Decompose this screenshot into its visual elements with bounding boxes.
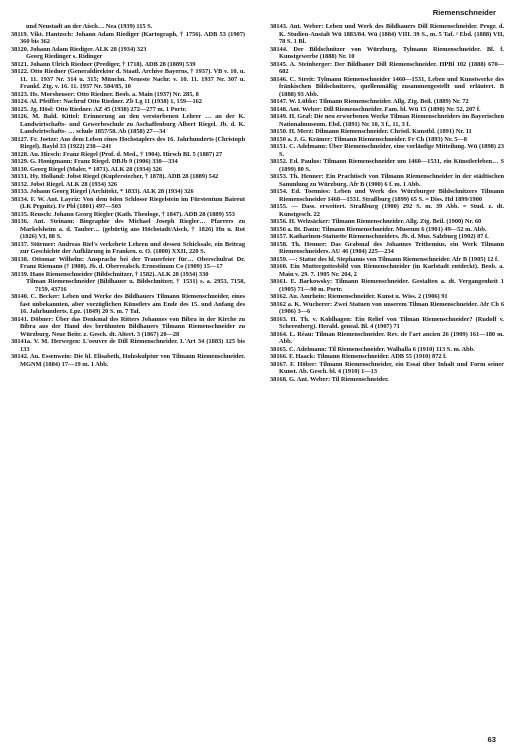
bibliography-entry: und Neustadt an der Aisch… Nea (1939) 115 S. bbox=[26, 23, 153, 30]
bibliography-entry: 38146. C. Streit: Tylmann Riemenschneider 1460—1531, Leben und Kunstwerke des fränkischen Bildschnitzers, quellenmäßig zusammengestellt und erläutert. B (1888) 93 Abb. bbox=[270, 75, 504, 98]
bibliography-entry: 38120. Johann Adam Riediger. ALK 28 (1934) 323 bbox=[11, 45, 147, 53]
bibliography-entry: 38167. F. Höber: Tilmann Riemenschneider, ein Essai über Inhalt und Form seiner Kunst. Ab. Gesch. bl. 4 (1910) 1—13 bbox=[270, 360, 504, 375]
bibliography-entry: 38140. C. Becker: Leben und Werke des Bildhauers Tilmann Riemenschneider, eines fast unbekannten, aber vorzüglichen Künstlers am Ende des 15. und Anfang des 16. Jahrhunderts. Lpz. (1849) 20 S. m. 7 Taf. bbox=[11, 293, 245, 315]
bibliography-entry: 38154. Ed. Toennies: Leben und Werk des Würzburger Bildschnitzers Tilmann Riemenschneider 1468—1531. Straßburg (1899) 65 S. = Diss. Hd 1899/1900 bbox=[270, 188, 504, 203]
left-column bbox=[11, 23, 245, 723]
bibliography-entry: 38156. H. Welzsäcker: Tilmann Riemenschneider. Allg. Ztg. Beil. (1900) Nr. 60 bbox=[270, 218, 482, 225]
bibliography-entry: 38150. H. Merz: Dilmann Riemenschneider. Christl. Kunstbl. (1891) Nr. 11 bbox=[270, 128, 472, 135]
bibliography-entry: 38133. Johann Georg Riegel (Architekt, * 1833). ALK 28 (1934) 326 bbox=[11, 188, 194, 195]
bibliography-entry: 38155. — Dass. erweitert. Straßburg (1900) 292 S. m. 39 Abb. = Stud. z. dt. Kunstgesch. 22 bbox=[270, 203, 504, 218]
bibliography-entry: 38152. Ed. Paulus: Tilmann Riemenschneider um 1460—1531, ein Künstlerleben… S (1899) 80 S. bbox=[270, 158, 504, 173]
bibliography-entry: Georg Riedinger s. Ridinger bbox=[26, 53, 103, 60]
bibliography-entry: 38162. Au. Amrhein: Riemenschneider. Kunst u. Wiss. 2 (1906) 91 bbox=[270, 293, 448, 300]
bibliography-entry: 38151. C. Adelmann: Über Riemenschneider, eine vorläufige Mitteilung. Wü (1898) 23 S. bbox=[270, 143, 504, 158]
bibliography-entry: 38121. Johann Ulrich Riedner (Prediger, † 1718). ADB 28 (1889) 539 bbox=[11, 60, 196, 68]
page-number: 63 bbox=[487, 734, 496, 744]
bibliography-entry: 38149. H. Graf: Die neu erworbenen Werke Tilman Riemenschneiders im Bayerischen Nationalmuseum. Ebd. (1891) Nr. 10, 3 f., 11, 3 f. bbox=[270, 113, 504, 128]
bibliography-entry: 38144. Der Bildschnitzer von Würzburg, Tylmann Riemenschneider. Bl. f. Kunstgewerbe (1888) Nr. 10 bbox=[270, 45, 504, 60]
bibliography-entry: 38166. F. Haack: Tilmann Riemenschneider. ADB 55 (1910) 872 f. bbox=[270, 353, 447, 360]
bibliography-entry: 38142. Au. Essenwein: Die hl. Elisabeth, Holzskulptur von Tilmann Riemenschneider. MGNM (1884) 17—19 m. 1 Abb. bbox=[11, 353, 245, 368]
bibliography-entry: 38158. Th. Henner: Das Grabmal des Johannes Trithemius, ein Werk Tilmann Riemenschneiders. AU 46 (1904) 225—234 bbox=[270, 240, 504, 255]
running-head: Riemenschneider bbox=[432, 8, 496, 17]
bibliography-entry: 38127. Fr. Joetze: Aus dem Leben eines Hochstaplers des 16. Jahrhunderts (Christoph Riegel). Bayld 33 (1922) 238—241 bbox=[11, 135, 245, 150]
bibliography-entry: 38150 a. J. G. Krämer: Tilmann Riemenschneider. Fr Ch (1893) Nr. 5—8 bbox=[270, 135, 467, 143]
bibliography-entry: 38136. Ant. Steinam: Biographie des Michael Joseph Riegler… Pfarrers zu Markelsheim a. d. Tauber… (gebürtig aus Höchstadt/Aisch, † 1826) Hn u. Rot (1826) VI, 88 S. bbox=[11, 218, 245, 240]
bibliography-entry: 38153. Th. Henner: Ein Prachtisch von Tilmann Riemenschneider in der städtischen Sammlung zu Würzburg. Afr B (1900) 6 f. m. 1 Abb. bbox=[270, 173, 504, 188]
bibliography-entry: 38135. Reusch: Johann Georg Riegler (Kath. Theologe, † 1847). ADB 28 (1889) 553 bbox=[11, 210, 235, 218]
bibliography-entry: 38125. Jg. Hösl: Otto Riedner. AZ 45 (1938) 272—277 m. 1 Portr. bbox=[11, 105, 187, 113]
bibliography-entry: 38122. Otto Riedner (Generaldirektor d. Staatl. Archive Bayerns, † 1937). VB v. 10. u. 11. 11. 1937 Nr. 314 u. 315; Münchn. Neueste Nachr. v. 10. 11. 1937 Nr. 307 u. Frankf. Ztg. v. 16. 11. 1937 Nr. 584/85, 10 bbox=[11, 68, 245, 90]
bibliography-entry: 38128. Au. Hirsch: Franz Riegel (Prof. d. Med., † 1904). Hirsch BL 5 (1887) 27 bbox=[11, 150, 223, 158]
bibliography-entry: 38145. A. Steinberger: Der Bildhauer Dill Riemenschneider. HPBl 102 (1888) 670—682 bbox=[270, 60, 504, 75]
bibliography-entry: 38124. Al. Pfeiffer: Nachruf Otto Riedner. Zb Lg 11 (1938) 1, 159—162 bbox=[11, 98, 202, 105]
bibliography-entry: 38147. W. Lübke: Tilmann Riemenschneider. Allg. Ztg. Beil. (1889) Nr. 72 bbox=[270, 98, 469, 105]
right-column bbox=[270, 23, 504, 723]
bibliography-entry: 38129. G. Honigmann: Franz Riegel. DBJb 9 (1906) 330—334 bbox=[11, 158, 178, 165]
bibliography-entry: 38163. H. Th. v. Kohlhagen: Ein Relief von Tilman Riemenschneider? (Rudolf v. Scherenberg). Herald. geneal. Bl. 4 (1907) 71 bbox=[270, 315, 504, 330]
bibliography-entry: 38156 a. Bt. Daun: Tilmann Riemenschneider. Museum 6 (1901) 49—52 m. Abb. bbox=[270, 225, 487, 233]
bibliography-entry: 38168. G. Ant. Weber: Til Riemenschneider. bbox=[270, 375, 389, 383]
bibliography-entry: 38148. Ant. Weber: Dill Riemenschneider. Fam. bl. Wü 15 (1890) Nr. 52, 207 f. bbox=[270, 105, 481, 113]
bibliography-entry: Tilman Riemenschneider (Bildhauer u. Bildschnitzer, † 1531) s. a. 2953, 7158, 7159, 43716 bbox=[26, 278, 245, 293]
bibliography-entry: 38132. Jobst Riegel. ALK 28 (1934) 326 bbox=[11, 180, 118, 188]
bibliography-entry: 38126. M. Bald. Kittel: Erinnerung an den verstorbenen Lehrer … an der K. Landwirtschafts- und Gewerbeschule zu Aschaffenburg Albert Riegel. Jb. d. K. Landwirtschafts- … schule 1857/58. Ab (1858) 27—34 bbox=[11, 113, 245, 135]
bibliography-entry: 38157. Katharinen-Statuette Riemenschneiders. Jb. d. Mus. Salzburg (1902) 87 f. bbox=[270, 233, 489, 240]
bibliography-entry: 38138. Ottomar Wilhelm: Ansprache bei der Trauerfeier für… Oberschulrat Dr. Franz Riemann († 1908). Jb. d. Oberrealsch. Ernestinum Co (1909) 15—17 bbox=[11, 255, 245, 270]
bibliography-entry: 38164. L. Réau: Tilman Riemenschneider. Rev. de l'art ancien 26 (1909) 161—180 m. Abb. bbox=[270, 330, 504, 345]
bibliography-entry: 38137. Stürmer: Andreas Riel's verkehrte Lehren und dessen Schicksale, ein Beitrag zur Geschichte der Aufklärung in Franken. o. O. (1800) XXII, 220 S. bbox=[11, 240, 245, 255]
bibliography-entry: 38141. Döbner: Über das Denkmal des Ritters Johannes von Bibra in der Kirche zu Bibra aus der Hand des berühmten Bildhauers Tilmann Riemenschneider zu Würzburg. Neue Beitr. z. Gesch. dt. Altert. 3 (1867) 20—28 bbox=[11, 315, 245, 338]
bibliography-entry: 38130. Georg Riegel (Maler, * 1871). ALK 28 (1934) 326 bbox=[11, 165, 162, 173]
bibliography-entry: 38160. Ein Muttergottesbild von Riemenschneider (in Karlstadt entdeckt). Beob. a. Main v. 29. 7. 1905 Nr. 204, 2 bbox=[270, 263, 504, 278]
bibliography-entry: 38165. C. Adelmann: Til Riemenschneider. Walhalla 6 (1910) 113 S. m. Abb. bbox=[270, 345, 475, 353]
bibliography-entry: 38162 a. K. Wucherer: Zwei Statuen von unserem Tilman Riemenschneider. Afr Ch 6 (1906) 3—6 bbox=[270, 300, 504, 315]
bibliography-entry: 38143. Ant. Weber: Leben und Werk des Bildhauers Dill Riemenschneider. Progr. d. K. Studien-Anstalt Wü 1883/84. Wü (1884) VIII. 39 S., m. 5 Taf. ² Ebd. (1888) VII, 78 S. 1 Bl. bbox=[270, 23, 504, 45]
bibliography-entry: 38139. Hans Riemenschneider (Bildschnitzer, † 1582). ALK 28 (1934) 330 bbox=[11, 270, 209, 278]
bibliography-entry: 38141a. V. M. Herwegen: L'oeuvre de Dill Riemenschneider. L'Art 34 (1883) 125 bis 133 bbox=[11, 338, 245, 353]
bibliography-entry: 38119. Vikt. Hantzsch: Johann Adam Riediger (Kartograph, † 1756). ADB 53 (1907) 360 bis 362 bbox=[11, 30, 245, 45]
bibliography-entry: 38161. E. Barkowsky: Tilmann Riemenschneider. Gestalten a. dt. Vergangenheit 1 (1905) 71—90 m. Portr. bbox=[270, 278, 504, 293]
bibliography-entry: 38159. —: Statue des hl. Stephanus von Tilmann Riemenschneider. Afr B (1905) 12 f. bbox=[270, 255, 499, 263]
bibliography-entry: 38131. Hy. Holland: Jobst Riegel (Kupferstecher, † 1878). ADB 28 (1889) 542 bbox=[11, 173, 219, 180]
bibliography-entry: 38134. F. W. Ant. Layriz: Von dem öden Schlosse Riegelstein im Fürstentum Baireut (LK Pegnitz). Fr Pbl (1801) 497—503 bbox=[11, 195, 245, 210]
bibliography-entry: 38123. Hs. Morsheuser: Otto Riedner. Beob. a. Main (1937) Nr. 285, 8 bbox=[11, 90, 199, 98]
